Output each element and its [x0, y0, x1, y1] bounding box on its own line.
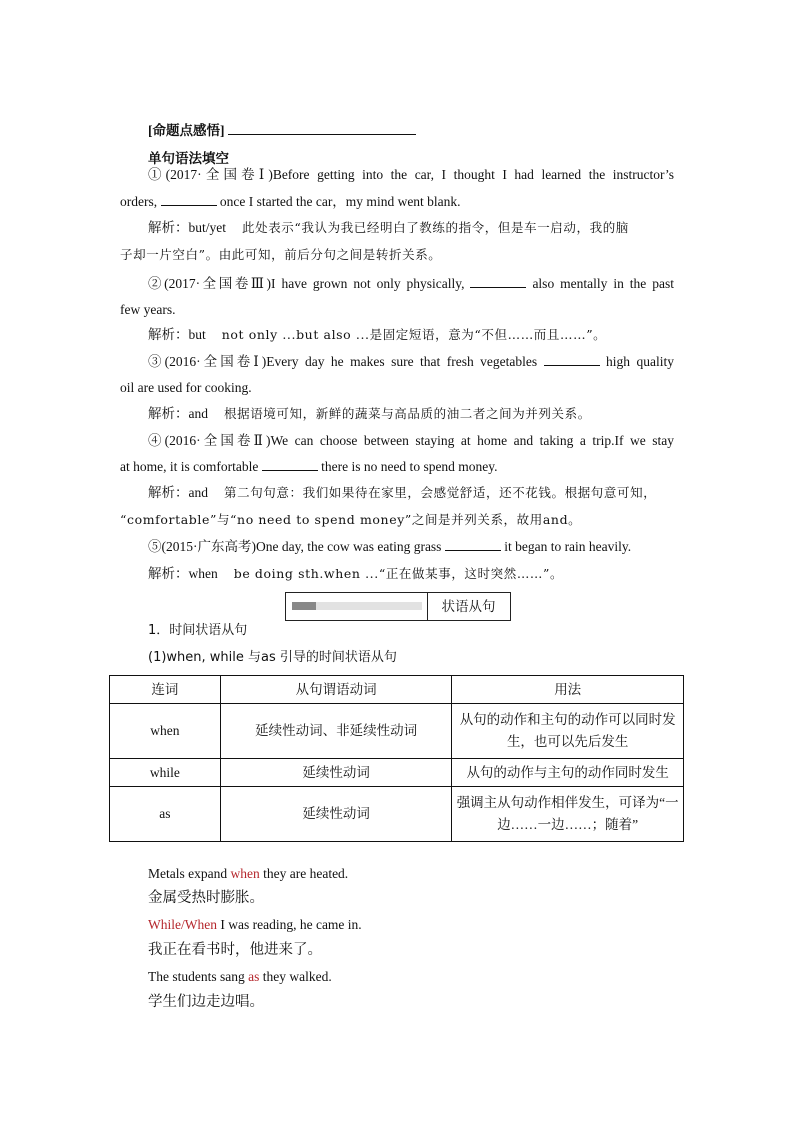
- section-title: [命题点感悟]: [148, 123, 225, 138]
- table-header-row: [110, 676, 684, 704]
- table-cell: 从句的动作和主句的动作可以同时发生，也可以先后发生: [452, 704, 684, 759]
- section-heading: 1．时间状语从句: [148, 623, 248, 638]
- example-translation: 我正在看书时，他进来了。: [148, 942, 322, 958]
- section-title-underline: [228, 134, 416, 135]
- example-sentence: While/When I was reading, he came in.: [148, 917, 362, 932]
- question-1-line-1: [148, 166, 674, 184]
- highlight-conjunction: as: [248, 969, 260, 984]
- answer-blank[interactable]: [445, 538, 501, 551]
- answer-text: but/yet: [188, 220, 226, 235]
- table-cell: when: [110, 704, 221, 759]
- example-translation: 金属受热时膨胀。: [148, 890, 264, 906]
- exercise-subtitle: 单句语法填空: [148, 151, 229, 166]
- example-sentence: The students sang as they walked.: [148, 969, 332, 984]
- table-cell: 从句的动作与主句的动作同时发生: [452, 759, 684, 787]
- table-cell: 延续性动词: [220, 787, 452, 842]
- question-2-line-1: ②(2017·全国卷Ⅲ)I have grown not only physically, also mentally in the past: [148, 276, 674, 291]
- question-1-explanation-cont: 子却一片空白”。由此可知，前后分句之间是转折关系。: [120, 247, 442, 262]
- question-4-explanation-cont: “comfortable”与“no need to spend money”之间是并列关系，故用and。: [120, 512, 582, 527]
- answer-blank[interactable]: [161, 193, 217, 206]
- table-header: 用法: [452, 676, 684, 704]
- table-cell: 强调主从句动作相伴发生，可译为“一边……一边……；随着”: [452, 787, 684, 842]
- question-3-line-1: ③(2016·全国卷Ⅰ)Every day he makes sure that fresh vegetables high quality: [148, 354, 674, 369]
- answer-blank[interactable]: [262, 458, 318, 471]
- question-1-source: ①(2017·全国卷Ⅰ): [148, 167, 273, 182]
- banner-left-panel: [286, 593, 428, 620]
- answer-blank[interactable]: [544, 353, 600, 366]
- table-row: [110, 759, 684, 787]
- conjunction-table: [109, 675, 684, 842]
- explanation-label: 解析：: [148, 220, 189, 235]
- banner-title: 状语从句: [441, 599, 496, 614]
- table-cell: 延续性动词: [220, 759, 452, 787]
- question-5-explanation: 解析：when be doing sth.when ...“正在做某事，这时突然……”。: [148, 566, 564, 581]
- table-cell: while: [110, 759, 221, 787]
- question-1-explanation: 解析：but/yet 此处表示“我认为我已经明白了教练的指令，但是车一启动，我的脑: [148, 220, 629, 235]
- question-3-explanation: 解析：and 根据语境可知，新鲜的蔬菜与高品质的油二者之间为并列关系。: [148, 406, 591, 421]
- table-header: 连词: [110, 676, 221, 704]
- question-4-line-2: at home, it is comfortable there is no need to spend money.: [120, 459, 498, 474]
- question-3-line-2: oil are used for cooking.: [120, 380, 252, 395]
- table-cell: as: [110, 787, 221, 842]
- banner-tag: [292, 602, 316, 610]
- highlight-conjunction: when: [230, 866, 260, 881]
- section-banner: [285, 592, 511, 621]
- question-1-line-2: orders, once I started the car，my mind went blank.: [120, 194, 461, 209]
- table-cell: 延续性动词、非延续性动词: [220, 704, 452, 759]
- example-sentence: Metals expand when they are heated.: [148, 866, 349, 881]
- answer-blank[interactable]: [470, 275, 526, 288]
- question-1-text: Before getting into the car, I thought I had learned the instructor’s: [272, 167, 674, 182]
- example-translation: 学生们边走边唱。: [148, 994, 264, 1010]
- question-2-line-2: few years.: [120, 302, 176, 317]
- question-4-line-1: ④(2016·全国卷Ⅱ)We can choose between staying at home and taking a trip.If we stay: [148, 433, 674, 448]
- table-header: 从句谓语动词: [220, 676, 452, 704]
- question-2-explanation: 解析：but not only ...but also ...是固定短语，意为“不但……而且……”。: [148, 327, 607, 342]
- question-4-explanation: 解析：and 第二句句意：我们如果待在家里，会感觉舒适，还不花钱。根据句意可知，: [148, 485, 657, 500]
- highlight-conjunction: While/When: [148, 917, 217, 932]
- question-5-line-1: ⑤(2015·广东高考)One day, the cow was eating grass it began to rain heavily.: [148, 539, 632, 554]
- table-row: [110, 787, 684, 842]
- section-subheading: (1)when, while 与as 引导的时间状语从句: [148, 650, 397, 665]
- table-row: [110, 704, 684, 759]
